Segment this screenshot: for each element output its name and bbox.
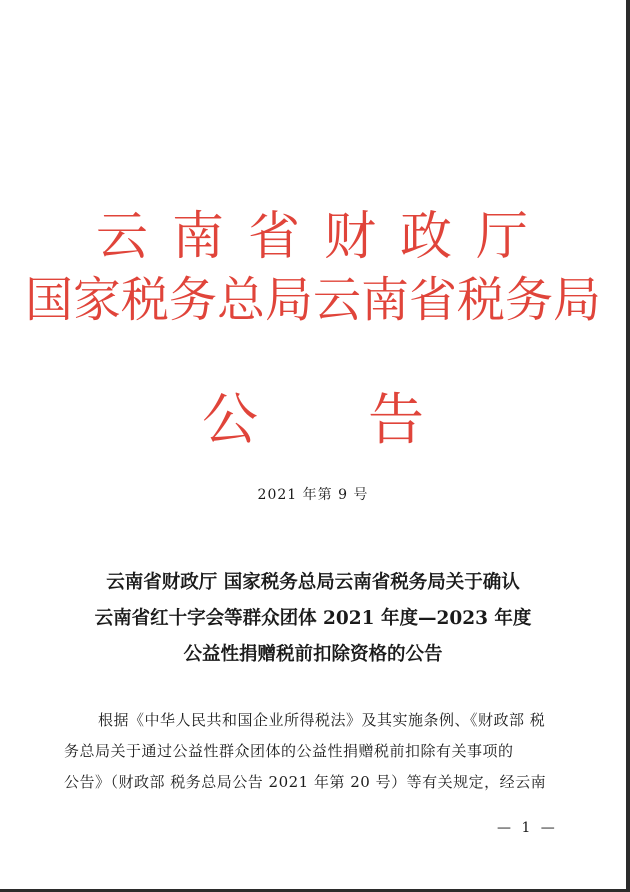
document-title-line-3: 公益性捐赠税前扣除资格的公告 — [183, 644, 443, 665]
body-text-line-2: 务总局关于通过公益性群众团体的公益性捐赠税前扣除有关事项的 — [64, 742, 514, 760]
body-text-line-1: 根据《中华人民共和国企业所得税法》及其实施条例、《财政部 税 — [98, 711, 546, 729]
page-number: — 1 — — [497, 820, 558, 836]
page-edge-right — [626, 0, 630, 892]
issuer-header-finance: 云南省财政厅 — [95, 207, 552, 267]
announcement-header: 公告 — [202, 388, 534, 453]
document-title-line-1: 云南省财政厅 国家税务总局云南省税务局关于确认 — [106, 572, 520, 593]
body-text-line-3: 公告》（财政部 税务总局公告 2021 年第 20 号）等有关规定，经云南 — [64, 773, 547, 791]
document-title-line-2: 云南省红十字会等群众团体 2021 年度—2023 年度 — [94, 608, 532, 629]
document-number: 2021 年第 9 号 — [257, 487, 369, 503]
issuer-header-tax: 国家税务总局云南省税务局 — [24, 272, 601, 328]
